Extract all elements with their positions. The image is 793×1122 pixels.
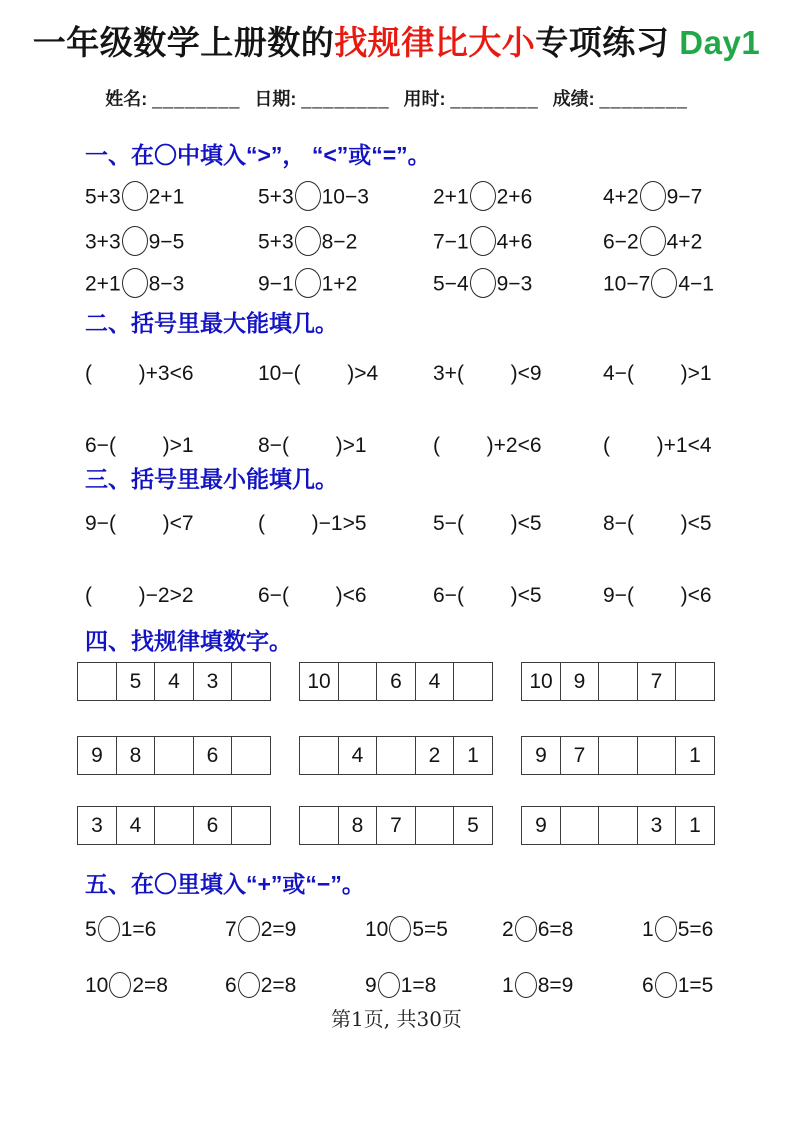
time-label: 用时:: [403, 89, 446, 109]
section1-row2: [85, 222, 743, 264]
bracket-problem[interactable]: ( )+3<6: [85, 362, 194, 385]
section2-heading: 二、括号里最大能填几。: [85, 310, 338, 336]
score-blank[interactable]: ________: [599, 89, 688, 109]
right-expression: 8−3: [148, 272, 185, 296]
left-expression: 5+3: [85, 185, 121, 209]
name-blank[interactable]: ________: [152, 89, 241, 109]
bracket-problem[interactable]: 5−( )<5: [433, 512, 542, 535]
pattern-table-row2: [77, 736, 743, 775]
pattern-table: [299, 806, 493, 845]
right-expression: 4+6: [496, 230, 533, 254]
left-expression: 5+3: [258, 230, 294, 254]
answer-circle[interactable]: [470, 226, 496, 256]
answer-circle[interactable]: [651, 268, 677, 298]
right-equation: 5=5: [412, 917, 448, 941]
answer-circle[interactable]: [655, 972, 677, 998]
table-cell[interactable]: [154, 806, 194, 845]
bracket-problem[interactable]: ( )−1>5: [258, 512, 367, 535]
table-cell: 4: [415, 662, 455, 701]
left-number: 7: [225, 917, 237, 941]
left-expression: 7−1: [433, 230, 469, 254]
right-equation: 8=9: [537, 973, 574, 997]
left-expression: 5+3: [258, 185, 294, 209]
answer-circle[interactable]: [515, 972, 537, 998]
section2-row2: [85, 428, 743, 464]
bracket-problem[interactable]: 3+( )<9: [433, 362, 542, 385]
answer-circle[interactable]: [378, 972, 400, 998]
table-cell[interactable]: [77, 662, 117, 701]
left-number: 10: [85, 973, 109, 997]
bracket-problem[interactable]: 6−( )>1: [85, 434, 194, 457]
answer-circle[interactable]: [295, 226, 321, 256]
table-cell: 10: [521, 662, 561, 701]
section3-row2: [85, 578, 743, 614]
pattern-table-row1: [77, 662, 743, 701]
pattern-table: [77, 662, 271, 701]
compare-problem: [85, 268, 258, 302]
answer-circle[interactable]: [389, 916, 411, 942]
table-cell[interactable]: [231, 662, 271, 701]
table-cell[interactable]: [231, 736, 271, 775]
compare-problem: [258, 268, 433, 302]
right-equation: 1=8: [400, 973, 437, 997]
left-expression: 6−2: [603, 230, 639, 254]
bracket-problem[interactable]: 8−( )<5: [603, 512, 712, 535]
sign-problem: [642, 916, 743, 945]
table-cell[interactable]: [598, 806, 638, 845]
right-expression: 8−2: [321, 230, 358, 254]
answer-circle[interactable]: [640, 226, 666, 256]
title-day-badge: Day1: [679, 24, 761, 61]
right-equation: 6=8: [537, 917, 574, 941]
bracket-problem[interactable]: 6−( )<6: [258, 584, 367, 607]
pattern-table: [299, 736, 493, 775]
section1-row1: [85, 174, 743, 222]
bracket-problem[interactable]: 9−( )<7: [85, 512, 194, 535]
table-cell: 3: [637, 806, 677, 845]
section1-row3: [85, 264, 743, 306]
table-cell: 6: [376, 662, 416, 701]
answer-circle[interactable]: [122, 181, 148, 211]
table-cell: 7: [560, 736, 600, 775]
sign-problem: [365, 916, 502, 945]
bracket-problem[interactable]: 8−( )>1: [258, 434, 367, 457]
left-number: 6: [642, 973, 654, 997]
answer-circle[interactable]: [640, 181, 666, 211]
right-expression: 9−3: [496, 272, 533, 296]
pattern-table: [521, 806, 715, 845]
score-label: 成绩:: [552, 89, 595, 109]
sign-problem: [502, 916, 642, 945]
right-expression: 2+1: [148, 185, 185, 209]
bracket-problem[interactable]: ( )+2<6: [433, 434, 542, 457]
table-cell: 6: [193, 806, 233, 845]
right-expression: 1+2: [321, 272, 358, 296]
table-cell: 1: [675, 806, 715, 845]
right-expression: 4−1: [678, 272, 714, 296]
section3-row1: [85, 506, 743, 542]
bracket-problem[interactable]: ( )+1<4: [603, 434, 712, 457]
student-info-line: [0, 86, 793, 112]
table-cell: 1: [675, 736, 715, 775]
right-expression: 9−5: [148, 230, 185, 254]
pattern-table: [77, 736, 271, 775]
answer-circle[interactable]: [515, 916, 537, 942]
right-expression: 2+6: [496, 185, 533, 209]
bracket-problem[interactable]: ( )−2>2: [85, 584, 194, 607]
compare-problem: [603, 268, 743, 302]
right-expression: 10−3: [321, 185, 369, 209]
compare-problem: [85, 181, 258, 215]
table-cell[interactable]: [675, 662, 715, 701]
pattern-table: [77, 806, 271, 845]
answer-circle[interactable]: [122, 268, 148, 298]
page-number: 第1页, 共30页: [331, 1007, 462, 1031]
table-cell[interactable]: [376, 736, 416, 775]
table-cell[interactable]: [560, 806, 600, 845]
table-cell: 7: [376, 806, 416, 845]
time-blank[interactable]: ________: [450, 89, 539, 109]
table-cell[interactable]: [154, 736, 194, 775]
left-expression: 3+3: [85, 230, 121, 254]
table-cell: 6: [193, 736, 233, 775]
table-cell: 9: [77, 736, 117, 775]
right-equation: 2=8: [260, 973, 297, 997]
section5-row2: [85, 968, 743, 1004]
left-number: 2: [502, 917, 514, 941]
title-part-red: 找规律比大小: [334, 24, 536, 61]
worksheet-content: [0, 140, 793, 1004]
sign-problem: [85, 916, 225, 945]
right-equation: 1=6: [120, 917, 157, 941]
title-part-black2: 专项练习: [535, 24, 670, 61]
left-expression: 2+1: [433, 185, 469, 209]
compare-problem: [603, 226, 743, 260]
bracket-problem[interactable]: 6−( )<5: [433, 584, 542, 607]
compare-problem: [603, 181, 743, 215]
sign-problem: [502, 972, 642, 1001]
bracket-problem[interactable]: 9−( )<6: [603, 584, 712, 607]
left-number: 10: [365, 917, 389, 941]
left-number: 9: [365, 973, 377, 997]
table-cell[interactable]: [299, 736, 339, 775]
left-number: 1: [642, 917, 654, 941]
date-blank[interactable]: ________: [301, 89, 390, 109]
table-cell: 10: [299, 662, 339, 701]
table-cell: 1: [453, 736, 493, 775]
table-cell: 3: [77, 806, 117, 845]
left-expression: 4+2: [603, 185, 639, 209]
compare-problem: [433, 181, 603, 215]
sign-problem: [642, 972, 743, 1001]
left-number: 6: [225, 973, 237, 997]
answer-circle[interactable]: [295, 181, 321, 211]
section5-row1: [85, 910, 743, 950]
answer-circle[interactable]: [295, 268, 321, 298]
title-part-black1: 一年级数学上册数的: [32, 24, 335, 61]
table-cell: 5: [453, 806, 493, 845]
table-cell[interactable]: [598, 662, 638, 701]
table-cell: 5: [116, 662, 156, 701]
table-cell: 8: [338, 806, 378, 845]
right-expression: 4+2: [666, 230, 703, 254]
compare-problem: [433, 226, 603, 260]
table-cell: 3: [193, 662, 233, 701]
right-equation: 1=5: [677, 973, 714, 997]
section4-heading: 四、找规律填数字。: [85, 628, 292, 654]
answer-circle[interactable]: [122, 226, 148, 256]
compare-problem: [258, 226, 433, 260]
date-label: 日期:: [254, 89, 297, 109]
table-cell[interactable]: [231, 806, 271, 845]
left-expression: 9−1: [258, 272, 294, 296]
pattern-table: [521, 736, 715, 775]
section2-row1: [85, 354, 743, 394]
pattern-table-row3: [77, 806, 743, 845]
left-number: 1: [502, 973, 514, 997]
pattern-table: [521, 662, 715, 701]
section1-heading: 一、在〇中填入“>”， “<”或“=”。: [85, 142, 431, 168]
table-cell: 4: [154, 662, 194, 701]
left-expression: 2+1: [85, 272, 121, 296]
left-expression: 10−7: [603, 272, 651, 296]
page-title: [0, 0, 793, 64]
table-cell[interactable]: [338, 662, 378, 701]
compare-problem: [85, 226, 258, 260]
section5-heading: 五、在〇里填入“+”或“−”。: [85, 871, 365, 897]
bracket-problem[interactable]: 4−( )>1: [603, 362, 712, 385]
answer-circle[interactable]: [109, 972, 131, 998]
table-cell: 7: [637, 662, 677, 701]
table-cell: 9: [521, 736, 561, 775]
table-cell[interactable]: [598, 736, 638, 775]
table-cell[interactable]: [637, 736, 677, 775]
table-cell: 2: [415, 736, 455, 775]
table-cell: 4: [338, 736, 378, 775]
table-cell: 4: [116, 806, 156, 845]
pattern-table: [299, 662, 493, 701]
table-cell: 9: [521, 806, 561, 845]
answer-circle[interactable]: [238, 916, 260, 942]
left-number: 5: [85, 917, 97, 941]
right-equation: 5=6: [677, 917, 714, 941]
table-cell: 9: [560, 662, 600, 701]
table-cell[interactable]: [415, 806, 455, 845]
right-equation: 2=9: [260, 917, 297, 941]
answer-circle[interactable]: [470, 268, 496, 298]
answer-circle[interactable]: [238, 972, 260, 998]
table-cell[interactable]: [453, 662, 493, 701]
name-label: 姓名:: [105, 89, 148, 109]
right-equation: 2=8: [132, 973, 168, 997]
bracket-problem[interactable]: 10−( )>4: [258, 362, 379, 385]
sign-problem: [225, 916, 365, 945]
left-expression: 5−4: [433, 272, 469, 296]
answer-circle[interactable]: [98, 916, 120, 942]
section3-heading: 三、括号里最小能填几。: [85, 466, 338, 492]
right-expression: 9−7: [666, 185, 703, 209]
compare-problem: [433, 268, 603, 302]
sign-problem: [85, 972, 225, 1001]
sign-problem: [225, 972, 365, 1001]
table-cell[interactable]: [299, 806, 339, 845]
table-cell: 8: [116, 736, 156, 775]
answer-circle[interactable]: [470, 181, 496, 211]
answer-circle[interactable]: [655, 916, 677, 942]
sign-problem: [365, 972, 502, 1001]
compare-problem: [258, 181, 433, 215]
